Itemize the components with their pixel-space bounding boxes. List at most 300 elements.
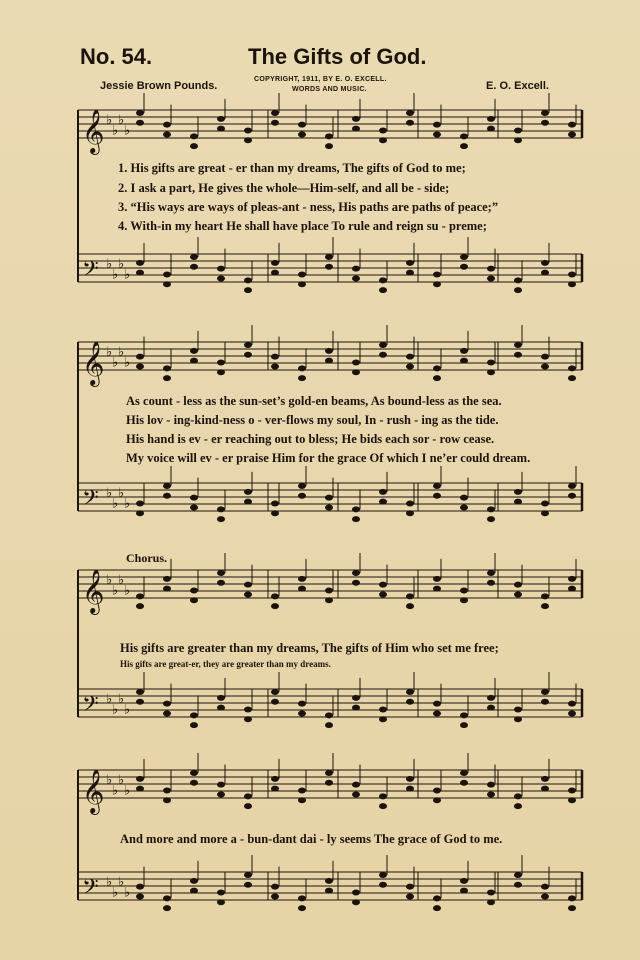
- note-head: [541, 510, 549, 516]
- note-head: [487, 116, 495, 122]
- note-head: [163, 586, 171, 592]
- note-head: [136, 363, 144, 369]
- note-head: [298, 122, 306, 128]
- note-head: [217, 890, 225, 896]
- flat-icon: ♭: [112, 885, 119, 901]
- note-head: [379, 803, 387, 809]
- note-head: [244, 582, 252, 588]
- note-head: [325, 143, 333, 149]
- note-head: [514, 793, 522, 799]
- note-head: [271, 363, 279, 369]
- note-head: [325, 878, 333, 884]
- note-head: [487, 580, 495, 586]
- flat-icon: ♭: [124, 702, 131, 718]
- note-head: [271, 699, 279, 705]
- note-head: [298, 272, 306, 278]
- flat-icon: ♭: [112, 496, 119, 512]
- note-head: [136, 110, 144, 116]
- bass-clef-icon: 𝄢: [82, 486, 99, 516]
- note-head: [406, 510, 414, 516]
- note-head: [541, 110, 549, 116]
- note-head: [514, 342, 522, 348]
- flat-icon: ♭: [124, 783, 131, 799]
- note-head: [163, 281, 171, 287]
- note-head: [514, 287, 522, 293]
- note-head: [244, 499, 252, 505]
- note-head: [406, 689, 414, 695]
- note-head: [433, 701, 441, 707]
- note-head: [514, 591, 522, 597]
- note-head: [541, 354, 549, 360]
- note-head: [487, 791, 495, 797]
- note-head: [325, 358, 333, 364]
- note-head: [460, 504, 468, 510]
- note-head: [568, 788, 576, 794]
- note-head: [190, 495, 198, 501]
- note-head: [487, 570, 495, 576]
- flat-icon: ♭: [106, 486, 113, 501]
- flat-icon: ♭: [118, 345, 125, 360]
- note-head: [568, 281, 576, 287]
- note-head: [190, 264, 198, 270]
- note-head: [325, 495, 333, 501]
- note-head: [217, 516, 225, 522]
- note-head: [244, 128, 252, 134]
- note-head: [271, 603, 279, 609]
- note-head: [325, 504, 333, 510]
- flat-icon: ♭: [124, 583, 131, 599]
- copyright-notice: COPYRIGHT, 1911, BY E. O. EXCELL.: [254, 76, 387, 83]
- note-head: [406, 270, 414, 276]
- note-head: [568, 122, 576, 128]
- note-head: [487, 899, 495, 905]
- note-head: [298, 365, 306, 371]
- note-head: [379, 342, 387, 348]
- note-head: [352, 899, 360, 905]
- note-head: [298, 131, 306, 137]
- note-head: [217, 506, 225, 512]
- note-head: [406, 786, 414, 792]
- note-head: [379, 128, 387, 134]
- note-head: [325, 264, 333, 270]
- note-head: [514, 499, 522, 505]
- note-head: [568, 895, 576, 901]
- note-head: [406, 363, 414, 369]
- note-head: [325, 254, 333, 260]
- note-head: [379, 352, 387, 358]
- note-head: [379, 591, 387, 597]
- note-head: [433, 576, 441, 582]
- chorus-line-2: And more and more a - bun-dant dai - ly seems The grace of God to me.: [120, 832, 503, 846]
- note-head: [271, 260, 279, 266]
- note-head: [136, 603, 144, 609]
- note-head: [325, 780, 333, 786]
- composer-credit: E. O. Excell.: [486, 80, 549, 92]
- note-head: [190, 358, 198, 364]
- note-head: [298, 895, 306, 901]
- note-head: [298, 493, 306, 499]
- note-head: [136, 893, 144, 899]
- note-head: [352, 369, 360, 375]
- note-head: [460, 770, 468, 776]
- note-head: [271, 120, 279, 126]
- note-head: [541, 776, 549, 782]
- note-head: [541, 884, 549, 890]
- note-head: [163, 701, 171, 707]
- note-head: [163, 710, 171, 716]
- note-head: [568, 483, 576, 489]
- note-head: [406, 893, 414, 899]
- note-head: [136, 510, 144, 516]
- note-head: [217, 116, 225, 122]
- note-head: [325, 588, 333, 594]
- note-head: [541, 689, 549, 695]
- note-head: [163, 122, 171, 128]
- verse-4-line-2: My voice will ev - er praise Him for the grace Of which I ne’er could dream.: [126, 451, 531, 465]
- note-head: [163, 797, 171, 803]
- note-head: [568, 797, 576, 803]
- note-head: [163, 895, 171, 901]
- note-head: [163, 272, 171, 278]
- note-head: [298, 710, 306, 716]
- note-head: [433, 483, 441, 489]
- note-head: [271, 884, 279, 890]
- note-head: [379, 489, 387, 495]
- flat-icon: ♭: [112, 267, 119, 283]
- author-credit: Jessie Brown Pounds.: [100, 80, 218, 92]
- note-head: [541, 501, 549, 507]
- note-head: [352, 705, 360, 711]
- note-head: [271, 893, 279, 899]
- note-head: [190, 712, 198, 718]
- note-head: [487, 705, 495, 711]
- treble-clef-icon: 𝄞: [82, 769, 105, 813]
- note-head: [190, 348, 198, 354]
- flat-icon: ♭: [124, 885, 131, 901]
- note-head: [352, 506, 360, 512]
- note-head: [271, 593, 279, 599]
- words-music-note: WORDS AND MUSIC.: [292, 86, 367, 93]
- note-head: [325, 712, 333, 718]
- note-head: [217, 369, 225, 375]
- verse-2-line-1: 2. I ask a part, He gives the whole—Him-self, and all be - side;: [118, 181, 450, 195]
- note-head: [271, 510, 279, 516]
- verse-1-line-1: 1. His gifts are great - er than my dreams, The gifts of God to me;: [118, 161, 466, 175]
- flat-icon: ♭: [106, 573, 113, 588]
- note-head: [541, 260, 549, 266]
- note-head: [460, 133, 468, 139]
- note-head: [163, 905, 171, 911]
- note-head: [325, 133, 333, 139]
- chorus-echo-line: His gifts are great-er, they are greater than my dreams.: [120, 659, 331, 669]
- note-head: [487, 506, 495, 512]
- bass-clef-icon: 𝄢: [82, 257, 99, 287]
- note-head: [163, 576, 171, 582]
- note-head: [298, 281, 306, 287]
- note-head: [406, 603, 414, 609]
- note-head: [244, 872, 252, 878]
- note-head: [460, 264, 468, 270]
- note-head: [271, 354, 279, 360]
- note-head: [298, 375, 306, 381]
- flat-icon: ♭: [106, 692, 113, 707]
- note-head: [298, 586, 306, 592]
- note-head: [541, 893, 549, 899]
- note-head: [217, 360, 225, 366]
- note-head: [352, 266, 360, 272]
- note-head: [271, 776, 279, 782]
- note-head: [379, 582, 387, 588]
- note-head: [136, 270, 144, 276]
- flat-icon: ♭: [124, 267, 131, 283]
- note-head: [271, 689, 279, 695]
- note-head: [433, 895, 441, 901]
- note-head: [541, 363, 549, 369]
- note-head: [460, 722, 468, 728]
- note-head: [352, 126, 360, 132]
- note-head: [217, 899, 225, 905]
- note-head: [568, 365, 576, 371]
- note-head: [379, 707, 387, 713]
- note-head: [460, 888, 468, 894]
- note-head: [352, 516, 360, 522]
- note-head: [379, 287, 387, 293]
- note-head: [352, 782, 360, 788]
- flat-icon: ♭: [118, 257, 125, 272]
- note-head: [352, 275, 360, 281]
- note-head: [541, 786, 549, 792]
- note-head: [190, 722, 198, 728]
- note-head: [514, 277, 522, 283]
- note-head: [298, 576, 306, 582]
- verse-3-line-2: His hand is ev - er reaching out to bless; He bids each sor - row cease.: [126, 432, 495, 446]
- chorus-label: Chorus.: [126, 551, 168, 565]
- note-head: [406, 699, 414, 705]
- note-head: [433, 272, 441, 278]
- note-head: [514, 716, 522, 722]
- note-head: [136, 354, 144, 360]
- note-head: [433, 122, 441, 128]
- note-head: [136, 699, 144, 705]
- note-head: [514, 803, 522, 809]
- note-head: [217, 791, 225, 797]
- note-head: [487, 516, 495, 522]
- note-head: [325, 770, 333, 776]
- note-head: [379, 137, 387, 143]
- note-head: [217, 695, 225, 701]
- note-head: [568, 493, 576, 499]
- chorus-line-1: His gifts are greater than my dreams, The gifts of Him who set me free;: [120, 641, 499, 655]
- note-head: [190, 133, 198, 139]
- note-head: [325, 722, 333, 728]
- note-head: [190, 888, 198, 894]
- note-head: [163, 493, 171, 499]
- note-head: [568, 272, 576, 278]
- note-head: [190, 143, 198, 149]
- note-head: [568, 576, 576, 582]
- note-head: [487, 360, 495, 366]
- flat-icon: ♭: [118, 875, 125, 890]
- note-head: [460, 495, 468, 501]
- note-head: [379, 882, 387, 888]
- hymn-title: The Gifts of God.: [248, 44, 427, 69]
- note-head: [541, 270, 549, 276]
- note-head: [244, 882, 252, 888]
- note-head: [379, 277, 387, 283]
- note-head: [379, 793, 387, 799]
- flat-icon: ♭: [112, 583, 119, 599]
- note-head: [514, 137, 522, 143]
- note-head: [298, 483, 306, 489]
- flat-icon: ♭: [106, 773, 113, 788]
- note-head: [514, 352, 522, 358]
- note-head: [460, 712, 468, 718]
- note-head: [136, 884, 144, 890]
- note-head: [433, 797, 441, 803]
- note-head: [406, 354, 414, 360]
- note-head: [541, 603, 549, 609]
- note-head: [244, 277, 252, 283]
- note-head: [433, 365, 441, 371]
- note-head: [352, 570, 360, 576]
- note-head: [433, 281, 441, 287]
- flat-icon: ♭: [106, 345, 113, 360]
- note-head: [217, 782, 225, 788]
- note-head: [433, 131, 441, 137]
- note-head: [244, 591, 252, 597]
- bass-clef-icon: 𝄢: [82, 875, 99, 905]
- note-head: [190, 878, 198, 884]
- note-head: [136, 260, 144, 266]
- flat-icon: ♭: [106, 257, 113, 272]
- note-head: [568, 131, 576, 137]
- note-head: [433, 375, 441, 381]
- note-head: [136, 120, 144, 126]
- note-head: [487, 126, 495, 132]
- note-head: [163, 788, 171, 794]
- note-head: [568, 586, 576, 592]
- note-head: [136, 689, 144, 695]
- flat-icon: ♭: [118, 573, 125, 588]
- note-head: [352, 580, 360, 586]
- note-head: [568, 710, 576, 716]
- note-head: [190, 597, 198, 603]
- flat-icon: ♭: [118, 773, 125, 788]
- note-head: [298, 701, 306, 707]
- note-head: [244, 287, 252, 293]
- hymn-number: No. 54.: [80, 44, 153, 69]
- bass-clef-icon: 𝄢: [82, 692, 99, 722]
- note-head: [271, 270, 279, 276]
- note-head: [217, 580, 225, 586]
- note-head: [460, 348, 468, 354]
- flat-icon: ♭: [112, 355, 119, 371]
- note-head: [487, 369, 495, 375]
- note-head: [568, 701, 576, 707]
- note-head: [379, 499, 387, 505]
- note-head: [406, 776, 414, 782]
- note-head: [271, 501, 279, 507]
- note-head: [541, 120, 549, 126]
- note-head: [325, 348, 333, 354]
- note-head: [136, 593, 144, 599]
- note-head: [352, 360, 360, 366]
- note-head: [244, 793, 252, 799]
- flat-icon: ♭: [124, 123, 131, 139]
- note-head: [406, 593, 414, 599]
- note-head: [406, 110, 414, 116]
- note-head: [568, 375, 576, 381]
- note-head: [352, 116, 360, 122]
- flat-icon: ♭: [124, 496, 131, 512]
- note-head: [190, 254, 198, 260]
- note-head: [541, 593, 549, 599]
- note-head: [460, 780, 468, 786]
- note-head: [514, 582, 522, 588]
- note-head: [514, 489, 522, 495]
- note-head: [514, 872, 522, 878]
- note-head: [190, 770, 198, 776]
- note-head: [244, 342, 252, 348]
- note-head: [244, 489, 252, 495]
- note-head: [163, 131, 171, 137]
- note-head: [298, 797, 306, 803]
- note-head: [217, 275, 225, 281]
- note-head: [352, 791, 360, 797]
- note-head: [487, 782, 495, 788]
- note-head: [541, 699, 549, 705]
- note-head: [244, 803, 252, 809]
- note-head: [163, 375, 171, 381]
- flat-icon: ♭: [106, 113, 113, 128]
- note-head: [136, 776, 144, 782]
- note-head: [217, 570, 225, 576]
- note-head: [244, 352, 252, 358]
- note-head: [325, 597, 333, 603]
- note-head: [217, 266, 225, 272]
- note-head: [406, 884, 414, 890]
- note-head: [217, 126, 225, 132]
- note-head: [433, 493, 441, 499]
- note-head: [460, 878, 468, 884]
- note-head: [271, 110, 279, 116]
- note-head: [379, 716, 387, 722]
- treble-clef-icon: 𝄞: [82, 569, 105, 613]
- note-head: [352, 890, 360, 896]
- note-head: [406, 501, 414, 507]
- note-head: [487, 695, 495, 701]
- note-head: [298, 788, 306, 794]
- verse-1-line-2: As count - less as the sun-set’s gold-en beams, As bound-less as the sea.: [126, 394, 502, 408]
- note-head: [163, 365, 171, 371]
- note-head: [433, 710, 441, 716]
- note-head: [487, 266, 495, 272]
- treble-clef-icon: 𝄞: [82, 341, 105, 385]
- note-head: [352, 695, 360, 701]
- note-head: [163, 483, 171, 489]
- note-head: [514, 128, 522, 134]
- note-head: [190, 504, 198, 510]
- note-head: [190, 588, 198, 594]
- note-head: [325, 888, 333, 894]
- note-head: [217, 705, 225, 711]
- note-head: [433, 905, 441, 911]
- note-head: [514, 707, 522, 713]
- note-head: [460, 254, 468, 260]
- verse-4-line-1: 4. With-in my heart He shall have place To rule and reign su - preme;: [118, 219, 487, 233]
- note-head: [568, 905, 576, 911]
- note-head: [487, 890, 495, 896]
